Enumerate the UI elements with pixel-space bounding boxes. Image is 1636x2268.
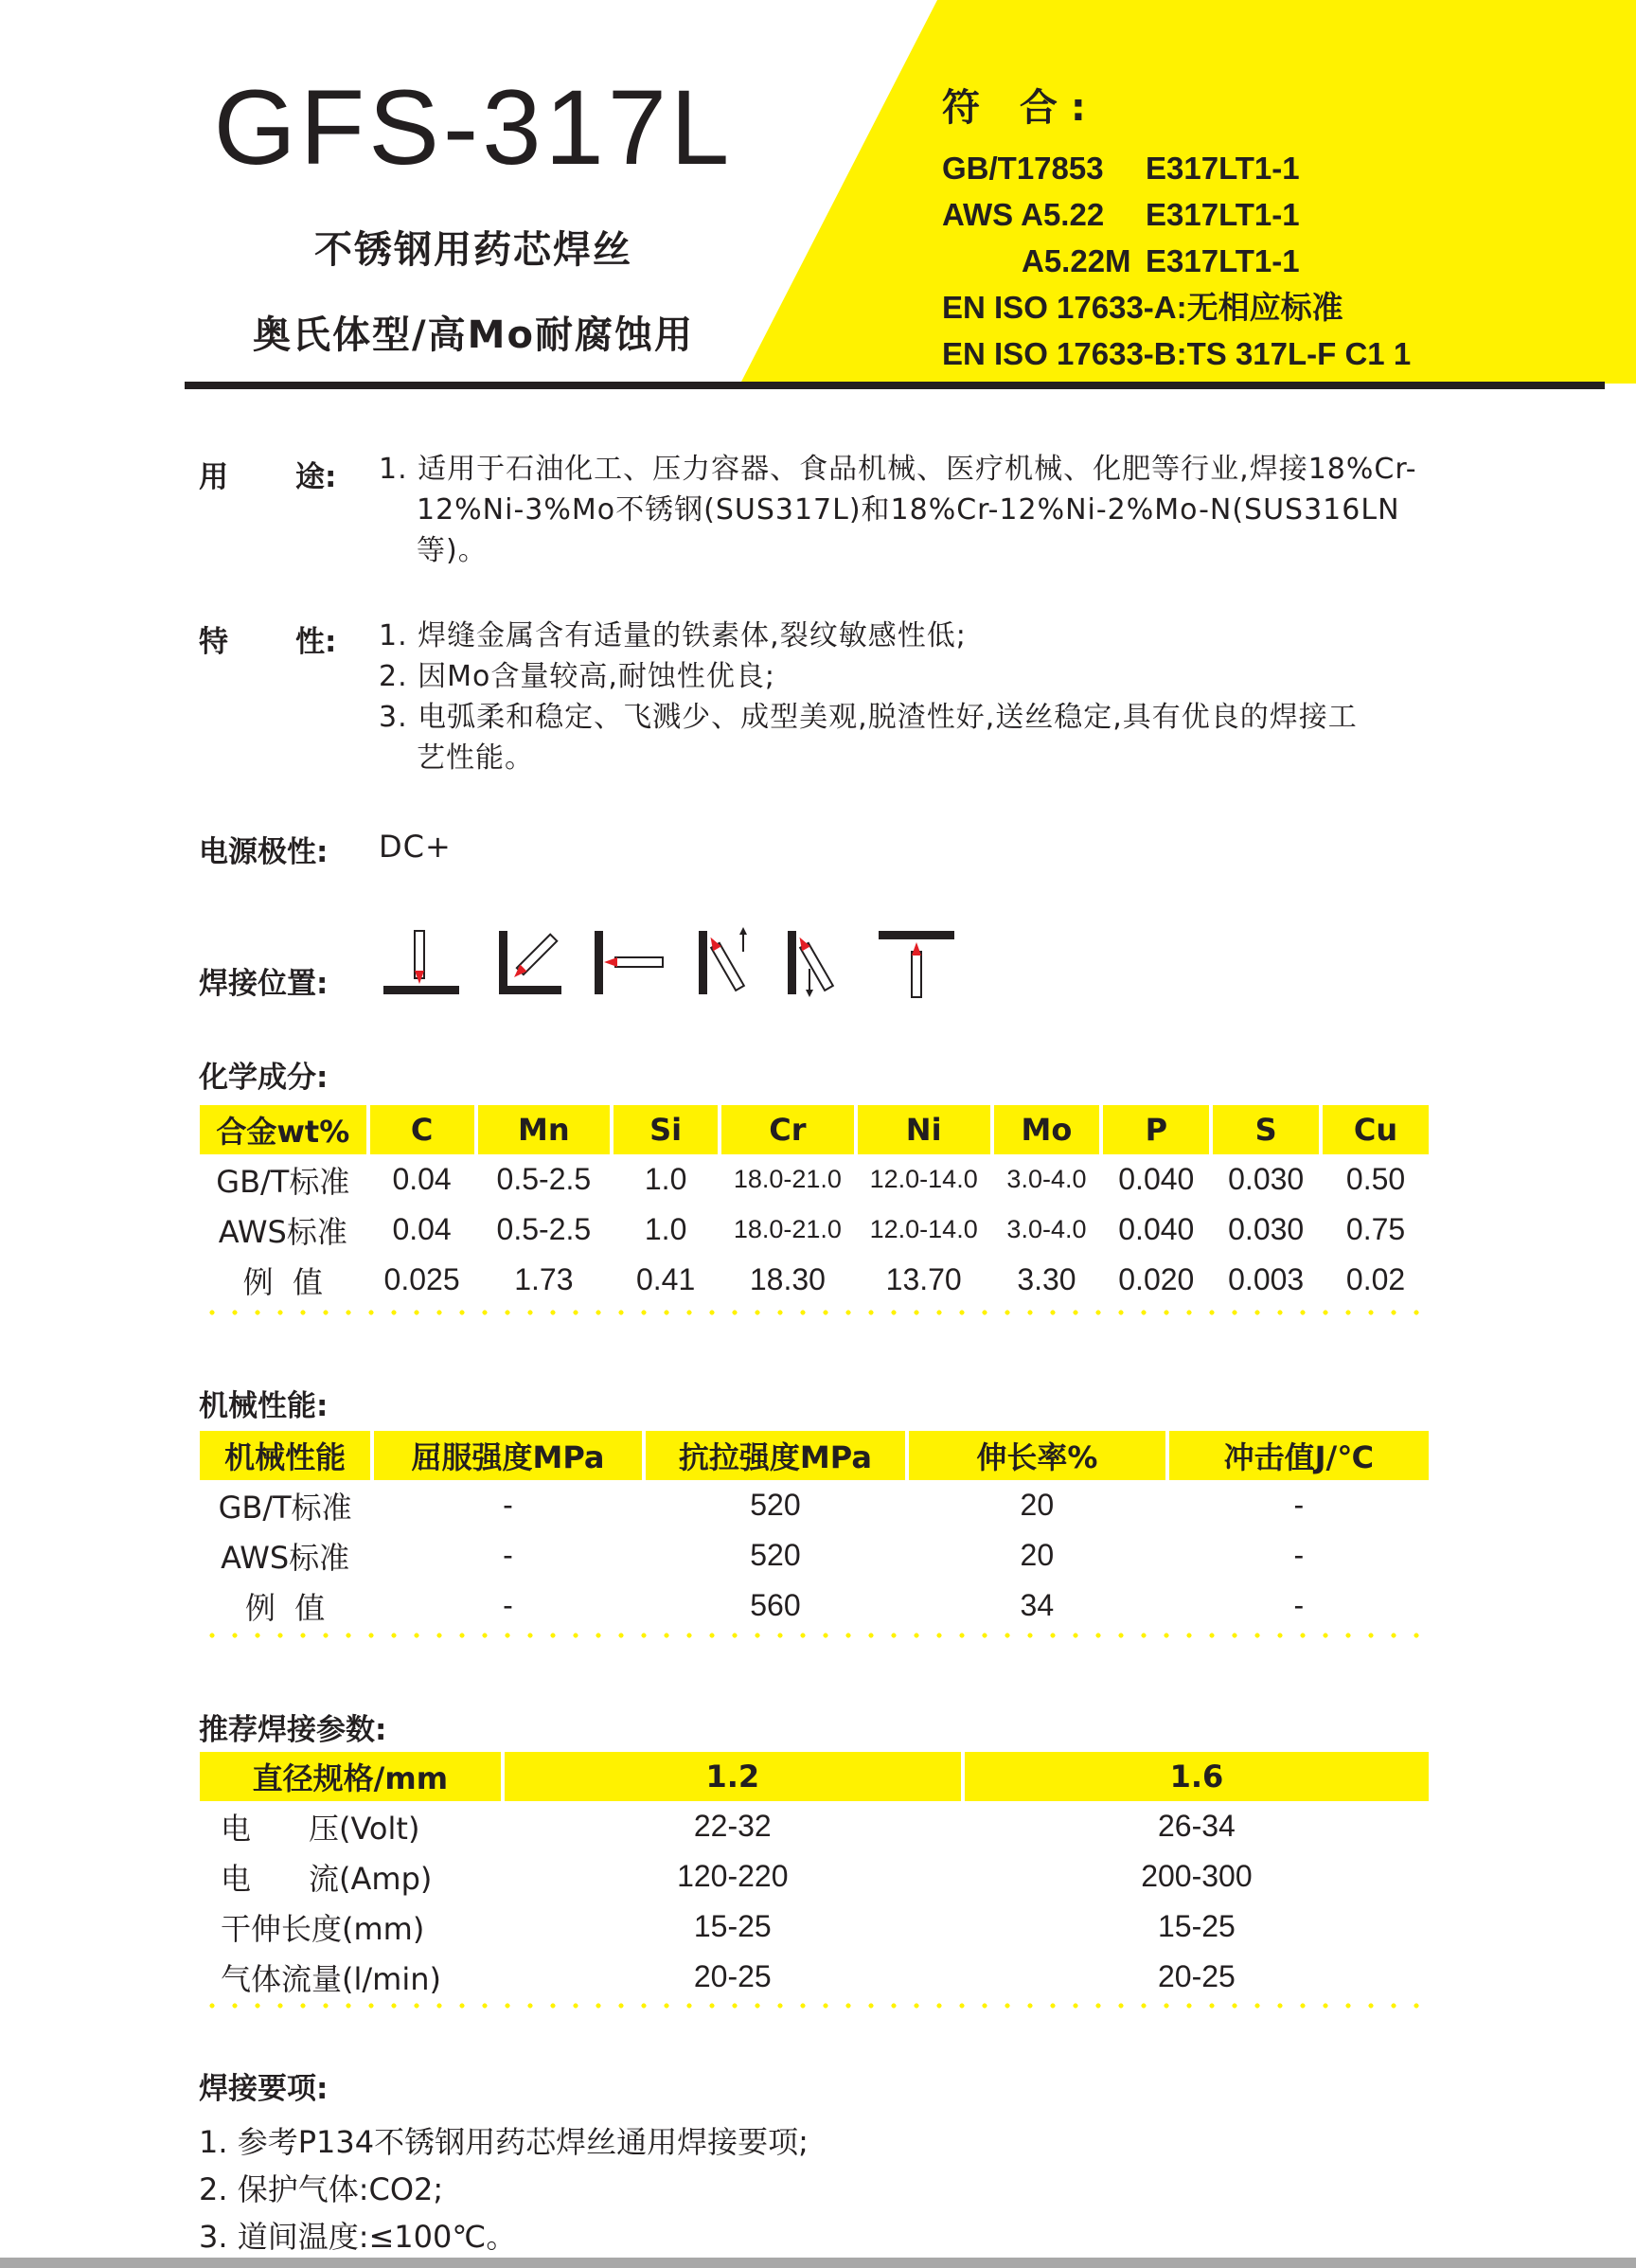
header-divider bbox=[185, 382, 1605, 389]
standard-line: EN ISO 17633-B:TS 317L-F C1 1 bbox=[942, 336, 1412, 371]
table-cell: 0.025 bbox=[383, 1262, 460, 1296]
table-cell: 18.0-21.0 bbox=[733, 1215, 842, 1243]
table-cell: 干伸长度(mm) bbox=[221, 1910, 425, 1947]
table-cell: 0.41 bbox=[635, 1262, 696, 1296]
table-cell: AWS标准 bbox=[221, 1539, 350, 1576]
table-cell: - bbox=[503, 1488, 513, 1522]
note-item: 3. 道间温度:≤100℃。 bbox=[199, 2219, 517, 2255]
table-cell: 3.30 bbox=[1017, 1262, 1076, 1296]
polarity-label: 电源极性: bbox=[199, 835, 329, 869]
product-subtitle: 不锈钢用药芯焊丝 bbox=[314, 228, 632, 272]
table-cell: 0.003 bbox=[1228, 1262, 1305, 1296]
table-header: 1.6 bbox=[965, 1752, 1429, 1801]
table-cell: 0.030 bbox=[1228, 1212, 1305, 1246]
table-header: 1.2 bbox=[505, 1752, 961, 1801]
overhead-position-icon bbox=[879, 931, 954, 997]
table-cell: 0.5-2.5 bbox=[496, 1212, 592, 1246]
chemical-table bbox=[196, 1105, 1432, 1305]
table-cell: 0.030 bbox=[1228, 1162, 1305, 1196]
table-cell: 26-34 bbox=[1158, 1809, 1236, 1843]
table-header-row bbox=[200, 1105, 1429, 1154]
table-cell: 1.73 bbox=[514, 1262, 574, 1296]
welding-positions-icon bbox=[379, 923, 966, 999]
table-header-row bbox=[200, 1431, 1429, 1480]
table-cell: 20 bbox=[1020, 1538, 1055, 1572]
table-row bbox=[200, 1255, 1429, 1305]
dotted-divider bbox=[201, 1310, 1422, 1315]
standard-line: A5.22M E317LT1-1 bbox=[1022, 243, 1300, 278]
table-header: Mo bbox=[994, 1105, 1100, 1154]
polarity-value: DC+ bbox=[379, 829, 452, 865]
table-cell: 例 值 bbox=[242, 1263, 323, 1300]
vertical-up-icon bbox=[699, 927, 747, 994]
note-item: 2. 保护气体:CO2; bbox=[199, 2171, 444, 2207]
table-cell: 18.0-21.0 bbox=[733, 1165, 842, 1193]
table-header: Cr bbox=[721, 1105, 854, 1154]
feature-item: 2. 因Mo含量较高,耐蚀性优良; bbox=[379, 660, 776, 693]
usage-text bbox=[379, 449, 1439, 571]
table-cell: 3.0-4.0 bbox=[1006, 1215, 1087, 1243]
table-cell: - bbox=[503, 1538, 513, 1572]
table-cell: 20-25 bbox=[693, 1959, 772, 1993]
usage-item: 1. 适用于石油化工、压力容器、食品机械、医疗机械、化肥等行业,焊接18%Cr-12%Ni-3%Mo不锈钢(SUS317L)和18%Cr-12%Ni-2%Mo-N(SUS316LN等)。 bbox=[379, 453, 1417, 567]
feature-item: 3. 电弧柔和稳定、飞溅少、成型美观,脱渣性好,送丝稳定,具有优良的焊接工艺性能。 bbox=[379, 701, 1358, 775]
welding-notes bbox=[199, 2064, 809, 2260]
table-header: 屈服强度MPa bbox=[374, 1431, 641, 1480]
table-cell: 12.0-14.0 bbox=[869, 1165, 978, 1193]
horizontal-position-icon bbox=[595, 931, 663, 994]
table-cell: 例 值 bbox=[244, 1589, 326, 1626]
table-header: 合金wt% bbox=[200, 1105, 366, 1154]
table-row bbox=[200, 1851, 1429, 1902]
table-cell: - bbox=[503, 1588, 513, 1622]
usage-label: 用 途: bbox=[199, 460, 337, 494]
table-cell: 15-25 bbox=[1158, 1909, 1236, 1943]
feature-item: 1. 焊缝金属含有适量的铁素体,裂纹敏感性低; bbox=[379, 619, 967, 652]
dotted-divider bbox=[201, 2003, 1422, 2009]
table-row bbox=[200, 1530, 1429, 1580]
table-header: Ni bbox=[858, 1105, 990, 1154]
table-cell: 120-220 bbox=[677, 1859, 789, 1893]
table-cell: 0.5-2.5 bbox=[496, 1162, 592, 1196]
table-cell: 20 bbox=[1020, 1488, 1055, 1522]
table-cell: 气体流量(l/min) bbox=[221, 1960, 441, 1997]
notes-title: 焊接要项: bbox=[199, 2072, 329, 2106]
standards-block bbox=[942, 78, 1411, 377]
mechanical-table bbox=[196, 1431, 1432, 1631]
table-cell: 20-25 bbox=[1158, 1959, 1236, 1993]
standards-heading: 符 合: bbox=[942, 86, 1099, 130]
table-row bbox=[200, 1902, 1429, 1952]
table-header: Cu bbox=[1323, 1105, 1429, 1154]
table-header: P bbox=[1103, 1105, 1209, 1154]
table-row bbox=[200, 1952, 1429, 2002]
table-cell: AWS标准 bbox=[218, 1213, 347, 1250]
table-cell: - bbox=[1293, 1488, 1305, 1522]
table-row bbox=[200, 1154, 1429, 1205]
table-cell: 1.0 bbox=[644, 1162, 687, 1196]
table-cell: 520 bbox=[750, 1538, 801, 1572]
table-cell: 12.0-14.0 bbox=[869, 1215, 978, 1243]
table-header: 冲击值J/℃ bbox=[1169, 1431, 1429, 1480]
table-header: 直径规格/mm bbox=[200, 1752, 501, 1801]
table-cell: - bbox=[1293, 1588, 1305, 1622]
table-cell: 0.50 bbox=[1345, 1162, 1406, 1196]
table-cell: 0.75 bbox=[1345, 1212, 1406, 1246]
table-row bbox=[200, 1205, 1429, 1255]
standard-line: AWS A5.22 E317LT1-1 bbox=[942, 197, 1300, 232]
chemical-label: 化学成分: bbox=[199, 1061, 329, 1095]
table-cell: 1.0 bbox=[644, 1212, 687, 1246]
table-cell: 15-25 bbox=[693, 1909, 772, 1943]
table-cell: GB/T标准 bbox=[216, 1163, 350, 1200]
table-cell: 520 bbox=[750, 1488, 801, 1522]
mechanical-label: 机械性能: bbox=[199, 1389, 329, 1423]
table-header-row bbox=[200, 1752, 1429, 1801]
table-cell: 0.02 bbox=[1345, 1262, 1406, 1296]
table-row bbox=[200, 1580, 1429, 1631]
table-cell: 22-32 bbox=[693, 1809, 772, 1843]
table-cell: 0.020 bbox=[1118, 1262, 1195, 1296]
flat-position-icon bbox=[383, 931, 459, 994]
product-title: GFS-317L bbox=[213, 68, 734, 187]
table-header: Si bbox=[614, 1105, 718, 1154]
table-header: 机械性能 bbox=[200, 1431, 370, 1480]
table-cell: 电 压(Volt) bbox=[221, 1810, 420, 1847]
note-item: 1. 参考P134不锈钢用药芯焊丝通用焊接要项; bbox=[199, 2124, 809, 2160]
table-header: 抗拉强度MPa bbox=[646, 1431, 905, 1480]
table-header: 伸长率% bbox=[909, 1431, 1165, 1480]
table-cell: 0.040 bbox=[1118, 1212, 1195, 1246]
table-cell: 34 bbox=[1020, 1588, 1055, 1622]
table-row bbox=[200, 1480, 1429, 1530]
standard-line: GB/T17853 E317LT1-1 bbox=[942, 151, 1300, 186]
table-cell: 0.040 bbox=[1118, 1162, 1195, 1196]
table-cell: - bbox=[1293, 1538, 1305, 1572]
table-cell: 3.0-4.0 bbox=[1006, 1165, 1087, 1193]
table-cell: 560 bbox=[750, 1588, 801, 1622]
bottom-border bbox=[0, 2258, 1636, 2268]
table-cell: 0.04 bbox=[392, 1212, 452, 1246]
positions-label: 焊接位置: bbox=[199, 967, 329, 1001]
features-text bbox=[379, 616, 1363, 778]
params-table bbox=[196, 1752, 1432, 2002]
dotted-divider bbox=[201, 1633, 1422, 1638]
vertical-down-icon bbox=[788, 931, 833, 997]
features-label: 特 性: bbox=[199, 625, 337, 659]
table-cell: 0.04 bbox=[392, 1162, 452, 1196]
horizontal-fillet-icon bbox=[499, 931, 561, 994]
table-header: Mn bbox=[478, 1105, 611, 1154]
table-cell: 18.30 bbox=[749, 1262, 826, 1296]
table-cell: GB/T标准 bbox=[218, 1489, 352, 1526]
table-header: S bbox=[1213, 1105, 1319, 1154]
standard-line: EN ISO 17633-A:无相应标准 bbox=[942, 290, 1343, 325]
table-cell: 电 流(Amp) bbox=[221, 1860, 433, 1897]
table-cell: 200-300 bbox=[1141, 1859, 1253, 1893]
table-cell: 13.70 bbox=[885, 1262, 962, 1296]
table-row bbox=[200, 1801, 1429, 1851]
table-header: C bbox=[370, 1105, 474, 1154]
product-type: 奥氏体型/高Mo耐腐蚀用 bbox=[253, 313, 694, 357]
params-label: 推荐焊接参数: bbox=[199, 1713, 387, 1747]
